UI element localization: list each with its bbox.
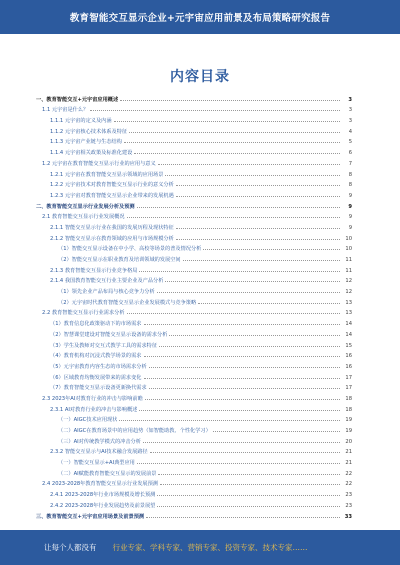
- toc-dot-leader: [176, 228, 340, 229]
- toc-dot-leader: [160, 484, 340, 485]
- toc-page-number: 33: [344, 513, 352, 520]
- toc-entry-title: 1.2 元宇宙在教育智能交互显示行业的应用与意义: [42, 160, 156, 167]
- toc-entry[interactable]: [36, 156, 352, 167]
- toc-entry[interactable]: [36, 124, 352, 135]
- toc-entry-title: 2.1.2 智能交互显示在教育领域的应用与市场规模分析: [50, 235, 174, 242]
- toc-page-number: 9: [348, 224, 352, 231]
- toc-page-number: 19: [345, 417, 352, 424]
- toc-entry[interactable]: [36, 423, 352, 434]
- toc-entry-title: 2.1 教育智能交互显示行业发展概况: [42, 214, 125, 221]
- toc-entry-title: 1.1.2 元宇宙核心技术体系及特征: [50, 128, 128, 135]
- toc-dot-leader: [176, 196, 340, 197]
- toc-dot-leader: [150, 452, 340, 453]
- toc-dot-leader: [157, 506, 340, 507]
- toc-entry[interactable]: [36, 445, 352, 456]
- toc-entry[interactable]: [36, 242, 352, 253]
- toc-dot-leader: [145, 399, 340, 400]
- toc-entry-title: （一）AIGC技术应用现状: [58, 417, 118, 424]
- toc-page-number: 8: [348, 182, 352, 189]
- toc-entry-title: （4）教育机构对沉浸式教学场景的需求: [50, 353, 142, 360]
- toc-entry-title: 1.2.2 元宇宙技术对教育智能交互显示行业的意义分析: [50, 182, 174, 189]
- toc-page-number: 21: [345, 449, 352, 456]
- toc-entry[interactable]: [36, 306, 352, 317]
- toc-dot-leader: [139, 271, 340, 272]
- toc-dot-leader: [159, 346, 340, 347]
- toc-dot-leader: [90, 110, 340, 111]
- toc-page-number: 13: [345, 299, 352, 306]
- toc-entry-title: 2.2 教育智能交互显示行业需求分析: [42, 310, 125, 317]
- toc-entry[interactable]: [36, 167, 352, 178]
- toc-entry-title: 1.1.3 元宇宙产业链与生态结构: [50, 139, 122, 146]
- toc-page-number: 7: [348, 160, 352, 167]
- toc-entry[interactable]: [36, 295, 352, 306]
- toc-entry-title: （一）智能交互显示+AI典型应用: [58, 460, 135, 467]
- toc-entry-title: 2.4 2023-2028年教育智能交互显示行业发展预测: [42, 481, 158, 488]
- toc-dot-leader: [144, 378, 341, 379]
- toc-dot-leader: [114, 121, 340, 122]
- toc-entry[interactable]: [36, 413, 352, 424]
- toc-page-number: 4: [348, 128, 352, 135]
- toc-entry[interactable]: [36, 113, 352, 124]
- toc-title: 内容目录: [170, 69, 230, 85]
- toc-page-number: 9: [348, 214, 352, 221]
- report-title: 教育智能交互显示企业+元宇宙应用前景及布局策略研究报告: [69, 13, 331, 24]
- toc-page-number: 19: [345, 428, 352, 434]
- toc-entry[interactable]: [36, 381, 352, 392]
- toc-dot-leader: [137, 463, 340, 464]
- toc-entry-title: （1）智能交互显示设备在中小学、高校等场景的普及情况分析: [58, 246, 202, 253]
- toc-entry[interactable]: [36, 391, 352, 402]
- toc-entry[interactable]: [36, 284, 352, 295]
- toc-entry-title: （5）元宇宙教育内容生态的市场需求分析: [50, 363, 147, 370]
- toc-dot-leader: [198, 303, 340, 304]
- table-of-contents: [36, 92, 352, 520]
- toc-page-number: 13: [345, 310, 352, 317]
- toc-page-number: 14: [345, 331, 352, 338]
- toc-entry-title: （1）领先企业产品布局与核心竞争力分析: [58, 289, 155, 296]
- toc-entry-title: （6）区域教育均衡发展带来的需求变化: [50, 374, 142, 381]
- toc-page-number: 10: [345, 246, 352, 253]
- toc-entry[interactable]: [36, 135, 352, 146]
- toc-dot-leader: [129, 132, 340, 133]
- toc-entry-title: 2.3.2 智能交互显示与AI技术融合发展路径: [50, 449, 148, 456]
- toc-dot-leader: [120, 100, 340, 101]
- toc-page-number: 15: [345, 342, 352, 349]
- toc-entry[interactable]: [36, 455, 352, 466]
- toc-page-number: 20: [345, 438, 352, 445]
- toc-page-number: 17: [345, 385, 352, 392]
- toc-dot-leader: [157, 495, 340, 496]
- toc-dot-leader: [127, 313, 340, 314]
- toc-entry[interactable]: [36, 92, 352, 103]
- toc-entry[interactable]: [36, 498, 352, 509]
- toc-entry[interactable]: [36, 434, 352, 445]
- toc-entry[interactable]: [36, 487, 352, 498]
- toc-dot-leader: [144, 324, 341, 325]
- toc-entry-title: 1.1.4 元宇宙相关政策及标准化建设: [50, 150, 133, 157]
- toc-entry-title: （2）智慧课堂建设对智能交互显示设备的需求分析: [50, 331, 168, 338]
- toc-page-number: 3: [348, 107, 352, 114]
- toc-dot-leader: [158, 164, 340, 165]
- toc-page-number: 23: [345, 492, 352, 499]
- toc-dot-leader: [158, 474, 340, 475]
- toc-page-number: 11: [345, 257, 352, 263]
- toc-page-number: 11: [345, 267, 352, 274]
- toc-page-number: 9: [348, 192, 352, 199]
- page-footer: [0, 530, 400, 565]
- toc-page-number: 16: [345, 353, 352, 360]
- toc-entry[interactable]: [36, 509, 352, 520]
- toc-dot-leader: [144, 356, 341, 357]
- toc-entry-title: 1.2.3 元宇宙对教育智能交互显示企业带来的发展机遇: [50, 192, 174, 199]
- toc-entry-title: 一、教育智能交互+元宇宙应用概述: [36, 96, 119, 103]
- toc-page-number: 9: [348, 203, 352, 210]
- toc-dot-leader: [119, 420, 340, 421]
- toc-dot-leader: [213, 431, 340, 432]
- toc-entry[interactable]: [36, 359, 352, 370]
- toc-entry[interactable]: [36, 188, 352, 199]
- toc-dot-leader: [127, 217, 340, 218]
- toc-entry-title: 2.1.4 我国教育智能交互行业主要企业及产品分析: [50, 278, 164, 285]
- toc-entry[interactable]: [36, 178, 352, 189]
- toc-dot-leader: [143, 442, 340, 443]
- toc-entry[interactable]: [36, 370, 352, 381]
- toc-dot-leader: [134, 153, 340, 154]
- toc-page-number: 18: [345, 395, 352, 402]
- toc-entry[interactable]: [36, 231, 352, 242]
- toc-entry[interactable]: [36, 252, 352, 263]
- toc-dot-leader: [137, 207, 340, 208]
- toc-page-number: 22: [345, 470, 352, 477]
- toc-entry[interactable]: [36, 466, 352, 477]
- toc-entry[interactable]: [36, 103, 352, 114]
- footer-experts: 行业专家、学科专家、营销专家、投资专家、技术专家……: [112, 543, 308, 552]
- toc-entry-title: 2.1.1 智能交互显示行业在我国的发展历程及现状特征: [50, 224, 174, 231]
- toc-page-number: 23: [345, 502, 352, 509]
- page-header: [0, 0, 400, 34]
- toc-page-number: 16: [345, 363, 352, 370]
- toc-entry[interactable]: [36, 199, 352, 210]
- toc-dot-leader: [165, 281, 340, 282]
- toc-entry-title: （二）AIGC在教育场景中的应用趋势（如智能助教、个性化学习）: [58, 428, 211, 434]
- toc-page-number: 8: [348, 171, 352, 178]
- toc-entry-title: 2.3.1 AI对教育行业的冲击与影响概述: [50, 406, 138, 413]
- toc-entry-title: 二、教育智能交互显示行业发展分析及预测: [36, 203, 135, 210]
- toc-page-number: 18: [345, 406, 352, 413]
- toc-entry[interactable]: [36, 210, 352, 221]
- toc-entry-title: 1.2.1 元宇宙在教育智能交互显示领域的应用场景: [50, 171, 164, 178]
- toc-entry[interactable]: [36, 316, 352, 327]
- toc-page-number: 3: [348, 96, 352, 103]
- toc-entry[interactable]: [36, 220, 352, 231]
- footer-slogan: 让每个人都没有: [44, 543, 97, 552]
- toc-entry[interactable]: [36, 349, 352, 360]
- toc-entry[interactable]: [36, 402, 352, 413]
- toc-page-number: 21: [345, 460, 352, 467]
- toc-dot-leader: [157, 292, 340, 293]
- toc-entry-title: （7）教育智能交互显示设备更新换代需求: [50, 385, 147, 392]
- toc-entry-title: 2.1.3 教育智能交互显示行业竞争格局: [50, 267, 138, 274]
- toc-dot-leader: [176, 239, 340, 240]
- toc-dot-leader: [146, 517, 340, 518]
- toc-entry[interactable]: [36, 263, 352, 274]
- toc-entry[interactable]: [36, 145, 352, 156]
- toc-entry[interactable]: [36, 477, 352, 488]
- toc-dot-leader: [176, 185, 340, 186]
- toc-entry-title: 1.1.1 元宇宙的定义及内涵: [50, 118, 112, 125]
- toc-page-number: 22: [345, 481, 352, 488]
- toc-page-number: 10: [345, 235, 352, 242]
- toc-entry-title: （1）教育信息化政策驱动下的市场需求: [50, 321, 142, 328]
- toc-entry-title: 2.4.1 2023-2028年行业市场规模及增长预测: [50, 492, 156, 499]
- toc-entry[interactable]: [36, 338, 352, 349]
- toc-entry-title: （2）元宇宙时代教育智能交互显示企业发展模式与竞争策略: [58, 299, 197, 306]
- toc-entry-title: （3）学生及教师对交互式教学工具的需求特征: [50, 342, 158, 349]
- toc-dot-leader: [203, 249, 340, 250]
- toc-page-number: 17: [345, 374, 352, 381]
- toc-entry-title: （三）AI对传统教学模式的冲击分析: [58, 438, 141, 445]
- toc-page-number: 3: [348, 118, 352, 125]
- toc-entry[interactable]: [36, 327, 352, 338]
- toc-entry-title: （2）智能交互显示在职业教育及培训领域的发展空间: [58, 257, 181, 263]
- toc-dot-leader: [124, 142, 340, 143]
- toc-dot-leader: [149, 367, 340, 368]
- toc-entry-title: 1.1 元宇宙是什么？: [42, 107, 89, 114]
- toc-entry-title: 三、教育智能交互+元宇宙应用场景及前景预测: [36, 513, 145, 520]
- toc-page-number: 6: [348, 150, 352, 157]
- toc-entry[interactable]: [36, 274, 352, 285]
- toc-dot-leader: [139, 410, 340, 411]
- toc-page-number: 12: [345, 278, 352, 285]
- toc-page-number: 12: [345, 289, 352, 296]
- toc-page-number: 5: [348, 139, 352, 146]
- toc-dot-leader: [169, 335, 340, 336]
- toc-dot-leader: [183, 260, 340, 261]
- toc-dot-leader: [165, 175, 340, 176]
- toc-entry-title: 2.4.2 2023-2028年行业发展趋势及前景展望: [50, 502, 156, 509]
- toc-entry-title: （二）AI赋能教育智能交互显示的发展前景: [58, 470, 157, 477]
- toc-page-number: 14: [345, 321, 352, 328]
- toc-dot-leader: [149, 388, 340, 389]
- toc-entry-title: 2.3 2023年AI对教育行业的冲击与影响前瞻: [42, 395, 143, 402]
